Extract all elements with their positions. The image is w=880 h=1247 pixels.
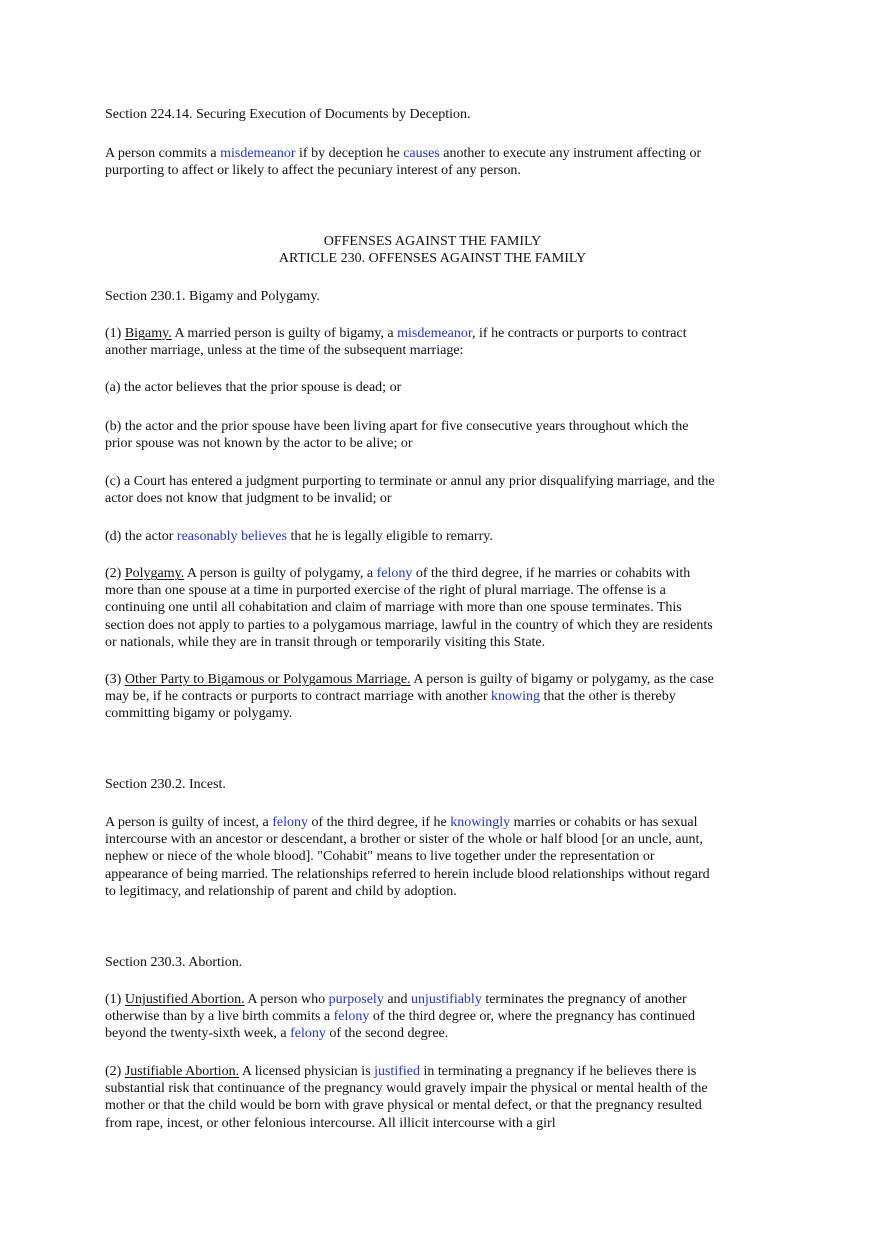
text-run: (2)	[105, 1064, 125, 1079]
highlighted-term: knowingly	[450, 815, 511, 830]
highlighted-term: felony	[272, 815, 308, 830]
highlighted-term: misdemeanor	[220, 146, 296, 161]
section-224-14-body	[105, 145, 717, 179]
subsection-title: Other Party to Bigamous or Polygamous Marriage.	[124, 672, 411, 687]
section-224-14-heading: Section 224.14. Securing Execution of Documents by Deception.	[105, 107, 471, 122]
justifiable-abortion-paragraph	[105, 1063, 717, 1132]
text-run: (1)	[105, 992, 125, 1007]
text-run: A person is guilty of incest, a	[105, 815, 273, 830]
other-party-paragraph	[105, 671, 717, 723]
text-run: (3)	[105, 672, 125, 687]
highlighted-term: causes	[403, 146, 440, 161]
text-run: A person is guilty of bigamy or polygamy, as the case may be, if he contracts or purports to contract marriage with another	[105, 672, 714, 705]
text-run: A person commits a	[105, 146, 221, 161]
subsection-title: Unjustified Abortion.	[124, 992, 245, 1007]
highlighted-term: unjustifiably	[411, 992, 482, 1007]
text-run: another to execute any instrument affecting or purporting to affect or likely to affect the pecuniary interest of any person.	[105, 146, 702, 179]
section-230-2-heading: Section 230.2. Incest.	[105, 777, 226, 792]
bigamy-paragraph	[105, 325, 717, 359]
highlighted-term: felony	[290, 1026, 326, 1042]
text-run: (1)	[105, 326, 125, 341]
text-run: (d) the actor	[105, 529, 177, 544]
polygamy-paragraph	[105, 565, 717, 651]
text-run: if by deception he	[295, 146, 404, 161]
text-run: and	[383, 992, 412, 1007]
highlighted-term: felony	[333, 1009, 370, 1025]
text-run: , if he contracts or purports to contract another marriage, unless at the time of the subsequent marriage:	[105, 326, 687, 359]
bigamy-item-b: (b) the actor and the prior spouse have been living apart for five consecutive years throughout which the prior spouse was not known by the actor to be alive; or	[105, 419, 689, 452]
text-run: of the third degree or, where the pregnancy has continued beyond the twenty-sixth week, a	[105, 1009, 695, 1042]
section-230-1-heading: Section 230.1. Bigamy and Polygamy.	[105, 289, 320, 304]
bigamy-item-a: (a) the actor believes that the prior spouse is dead; or	[105, 380, 402, 395]
text-run: A licensed physician is	[239, 1064, 375, 1079]
text-run: of the third degree, if he marries or cohabits with more than one spouse at a time in purported exercise of the right of plural marriage. The offense is a continuing one until all cohabitation and claim of marriage with more than one spouse terminates. This section does not apply to parties to a polygamous marriage, lawful in the country of which they are residents or nationals, while they are in transit through or temporarily visiting this State.	[105, 566, 713, 650]
incest-paragraph	[105, 814, 717, 900]
article-line-2: ARTICLE 230. OFFENSES AGAINST THE FAMILY	[278, 251, 587, 267]
text-run: of the second degree.	[325, 1026, 449, 1042]
text-run: marries or cohabits or has sexual intercourse with an ancestor or descendant, a brother or sister of the whole or half blood [or an uncle, aunt, nephew or niece of the whole blood]. "Cohabit" means to live together under the representation or appearance of being married. The relationships referred to herein include blood relationships without regard to legitimacy, and relationship of parent and child by adoption.	[105, 815, 710, 899]
text-run: terminates the pregnancy of another otherwise than by a live birth commits a	[105, 992, 687, 1025]
text-run: A married person is guilty of bigamy, a	[171, 326, 398, 341]
text-run: (2)	[105, 566, 125, 581]
subsection-title: Justifiable Abortion.	[124, 1064, 240, 1079]
subsection-title: Bigamy.	[124, 326, 172, 341]
highlighted-term: misdemeanor	[397, 326, 473, 341]
text-run: A person is guilty of polygamy, a	[184, 566, 377, 581]
bigamy-item-c: (c) a Court has entered a judgment purporting to terminate or annul any prior disqualifying marriage, and the actor does not know that judgment to be invalid; or	[105, 474, 715, 507]
highlighted-term: justified	[374, 1064, 420, 1079]
bigamy-item-d	[105, 528, 717, 545]
subsection-title: Polygamy.	[124, 566, 185, 581]
section-230-3-heading: Section 230.3. Abortion.	[105, 955, 243, 970]
highlighted-term: felony	[376, 566, 413, 581]
article-line-1: OFFENSES AGAINST THE FAMILY	[323, 234, 542, 249]
text-run: A person who	[244, 992, 329, 1007]
text-run: of the third degree, if he	[307, 815, 451, 830]
unjustified-abortion-paragraph	[105, 991, 717, 1043]
article-title	[0, 233, 865, 267]
text-run: in terminating a pregnancy if he believes there is substantial risk that continuance of the pregnancy would gravely impair the physical or mental health of the mother or that the child would be born with grave physical or mental defect, or that the pregnancy resulted from rape, incest, or other felonious intercourse. All illicit intercourse with a girl	[105, 1064, 708, 1131]
text-run: that the other is thereby committing bigamy or polygamy.	[105, 689, 676, 722]
highlighted-term: reasonably believes	[176, 529, 287, 544]
highlighted-term: knowing	[491, 689, 541, 705]
highlighted-term: purposely	[328, 992, 384, 1007]
text-run: that he is legally eligible to remarry.	[286, 529, 493, 544]
